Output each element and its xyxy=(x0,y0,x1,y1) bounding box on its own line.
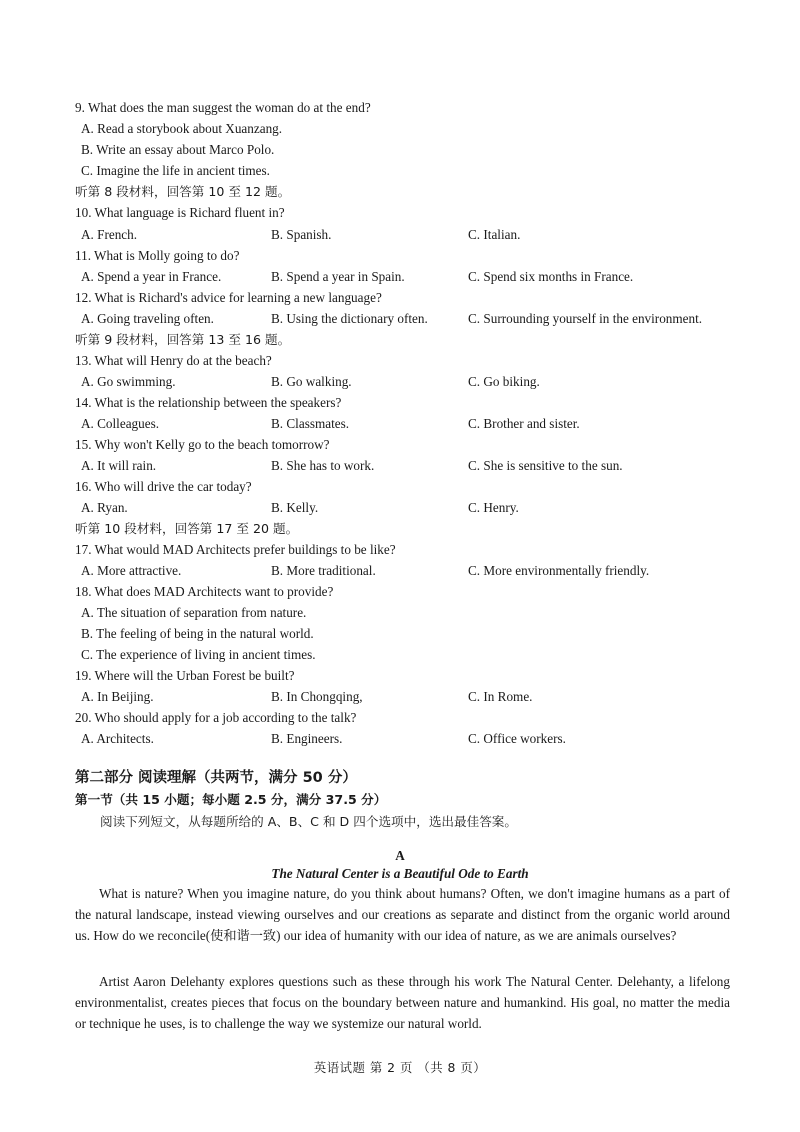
question-17: 17. What would MAD Architects prefer buildings to be like? xyxy=(75,542,396,557)
option-19b: B. In Chongqing, xyxy=(271,689,363,704)
option-20b: B. Engineers. xyxy=(271,731,343,746)
option-19c: C. In Rome. xyxy=(468,689,533,704)
question-14: 14. What is the relationship between the speakers? xyxy=(75,395,342,410)
option-17c: C. More environmentally friendly. xyxy=(468,563,650,578)
option-15c: C. She is sensitive to the sun. xyxy=(468,458,623,473)
option-14a: A. Colleagues. xyxy=(81,416,160,431)
option-19a: A. In Beijing. xyxy=(81,689,154,704)
option-9b: B. Write an essay about Marco Polo. xyxy=(81,142,275,157)
question-16: 16. Who will drive the car today? xyxy=(75,479,252,494)
option-16b: B. Kelly. xyxy=(271,500,319,515)
section-9-instruction: 听第 9 段材料，回答第 13 至 16 题。 xyxy=(75,332,291,347)
option-9c: C. Imagine the life in ancient times. xyxy=(81,163,270,178)
reading-instruction: 阅读下列短文，从每题所给的 A、B、C 和 D 四个选项中，选出最佳答案。 xyxy=(100,814,517,829)
option-12c: C. Surrounding yourself in the environment. xyxy=(468,311,703,326)
option-10c: C. Italian. xyxy=(468,227,521,242)
option-11b: B. Spend a year in Spain. xyxy=(271,269,405,284)
option-10b: B. Spanish. xyxy=(271,227,332,242)
option-13b: B. Go walking. xyxy=(271,374,352,389)
option-20a: A. Architects. xyxy=(81,731,154,746)
option-15b: B. She has to work. xyxy=(271,458,375,473)
option-13a: A. Go swimming. xyxy=(81,374,176,389)
option-18c: C. The experience of living in ancient times. xyxy=(81,647,316,662)
option-16a: A. Ryan. xyxy=(81,500,128,515)
question-18: 18. What does MAD Architects want to provide? xyxy=(75,584,334,599)
option-16c: C. Henry. xyxy=(468,500,519,515)
passage-title: The Natural Center is a Beautiful Ode to Earth xyxy=(271,866,529,881)
passage-label: A xyxy=(395,848,405,863)
option-18b: B. The feeling of being in the natural world. xyxy=(81,626,314,641)
question-9: 9. What does the man suggest the woman do at the end? xyxy=(75,100,371,115)
option-11a: A. Spend a year in France. xyxy=(81,269,222,284)
page-footer: 英语试题 第 2 页 （共 8 页） xyxy=(313,1060,487,1075)
question-15: 15. Why won't Kelly go to the beach tomorrow? xyxy=(75,437,330,452)
option-10a: A. French. xyxy=(81,227,138,242)
question-10: 10. What language is Richard fluent in? xyxy=(75,205,285,220)
question-19: 19. Where will the Urban Forest be built? xyxy=(75,668,295,683)
question-13: 13. What will Henry do at the beach? xyxy=(75,353,272,368)
option-20c: C. Office workers. xyxy=(468,731,566,746)
question-12: 12. What is Richard's advice for learning a new language? xyxy=(75,290,382,305)
option-12b: B. Using the dictionary often. xyxy=(271,311,428,326)
section-10-instruction: 听第 10 段材料，回答第 17 至 20 题。 xyxy=(75,521,299,536)
option-12a: A. Going traveling often. xyxy=(81,311,214,326)
option-18a: A. The situation of separation from nature. xyxy=(81,605,307,620)
option-14c: C. Brother and sister. xyxy=(468,416,580,431)
part-heading: 第二部分 阅读理解（共两节，满分 50 分） xyxy=(75,770,357,786)
question-20: 20. Who should apply for a job according to the talk? xyxy=(75,710,357,725)
section-heading: 第一节（共 15 小题；每小题 2.5 分，满分 37.5 分） xyxy=(75,792,387,807)
option-15a: A. It will rain. xyxy=(81,458,157,473)
option-14b: B. Classmates. xyxy=(271,416,350,431)
option-9a: A. Read a storybook about Xuanzang. xyxy=(81,121,283,136)
option-17b: B. More traditional. xyxy=(271,563,376,578)
question-11: 11. What is Molly going to do? xyxy=(75,248,240,263)
passage-paragraph-1: What is nature? When you imagine nature, do you think about humans? Often, we don't imagine humans as a part of the natural landscape, instead viewing ourselves and our creations as separate and distinct from the organic world around us. How do we reconcile(使和谐一致) our idea of humanity with our idea of nature, as we are animals ourselves? xyxy=(75,886,730,943)
option-13c: C. Go biking. xyxy=(468,374,540,389)
option-11c: C. Spend six months in France. xyxy=(468,269,634,284)
passage-paragraph-2: Artist Aaron Delehanty explores questions such as these through his work The Natural Center. Delehanty, a lifelong environmentalist, creates pieces that focus on the boundary between nature and humankind. His goal, no matter the media or technique he uses, is to challenge the way we systemize our natural world. xyxy=(75,974,730,1031)
option-17a: A. More attractive. xyxy=(81,563,182,578)
section-8-instruction: 听第 8 段材料，回答第 10 至 12 题。 xyxy=(75,184,291,199)
